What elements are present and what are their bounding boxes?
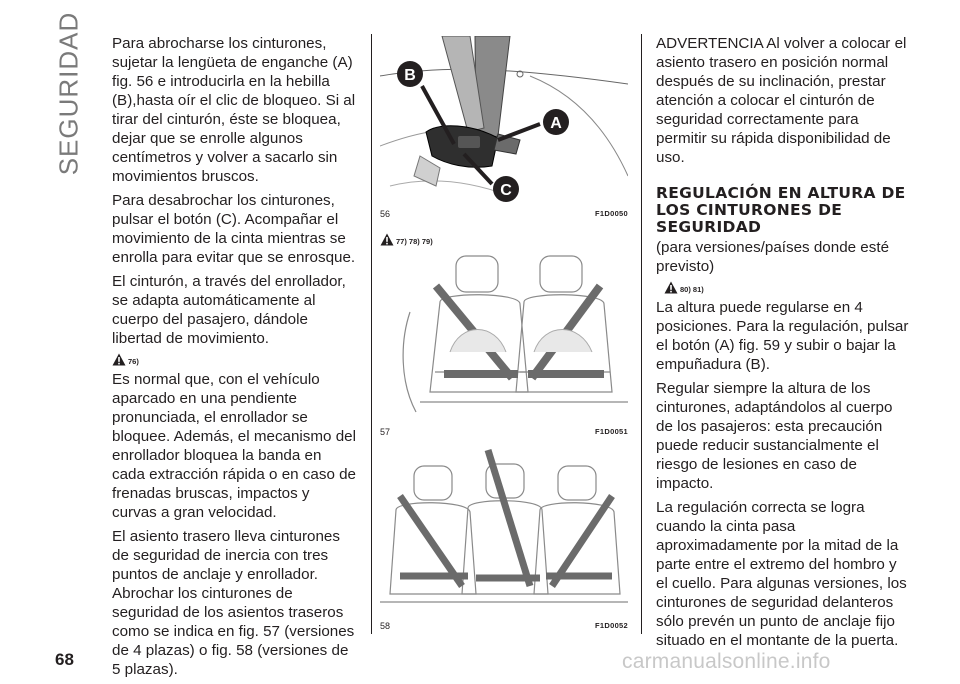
svg-text:B: B	[404, 67, 416, 84]
figure-number: 58	[380, 621, 391, 631]
warning-refs: 80) 81)	[680, 285, 704, 294]
section-heading: REGULACIÓN EN ALTURA DE LOS CINTURONES DE SEGURIDAD	[656, 184, 906, 236]
section-tab	[53, 11, 84, 175]
label-c	[493, 176, 519, 202]
rear-seats-5-illustration	[380, 446, 628, 614]
warning-reference	[664, 278, 912, 294]
left-column	[112, 34, 358, 684]
warning-reference	[112, 350, 358, 366]
page-number: 68	[55, 650, 74, 669]
paragraph: Es normal que, con el vehículo aparcado en una pendiente pronunciada, el enrollador se bloquee. Además, el mecanismo del enrollador bloquea la banda en cada extracción rápida o en caso de frenadas bruscas, impactos y curvas a gran velocidad.	[112, 371, 357, 521]
svg-text:A: A	[550, 115, 562, 132]
paragraph: La regulación correcta se logra cuando la cinta pasa aproximadamente por la mitad de la parte entre el extremo del hombro y el cuello. Para algunas versiones, los cinturones de seguridad delanteros sólo prevén un punto de anclaje fijo situado en el montante de la puerta.	[656, 499, 907, 649]
paragraph: Para desabrochar los cinturones, pulsar el botón (C). Acompañar el movimiento de la cinta mientras se enrolla para evitar que se enrosque.	[112, 192, 356, 266]
paragraph: ADVERTENCIA Al volver a colocar el asiento trasero en posición normal después de su inclinación, prestar atención a colocar el cinturón de seguridad correctamente para permitir su rápida disponibilidad de uso.	[656, 35, 907, 166]
label-a	[543, 109, 569, 135]
figure-caption	[380, 621, 628, 631]
figure-caption	[380, 427, 628, 437]
figure-number: 57	[380, 427, 391, 437]
watermark: carmanualsonline.info	[622, 650, 831, 673]
warning-refs: 76)	[128, 357, 139, 366]
figure-code: F1D0051	[595, 427, 628, 436]
paragraph: La altura puede regularse en 4 posiciones. Para la regulación, pulsar el botón (A) fig. 59 y subir o bajar la empuñadura (B).	[656, 299, 909, 373]
paragraph: Para abrocharse los cinturones, sujetar la lengüeta de enganche (A) fig. 56 e introducirla en la hebilla (B),hasta oír el clic de bloqueo. Si al tirar del cinturón, éste se bloquea, dejar que se enrolle algunos centímetros y volver a sacarlo sin movimientos bruscos.	[112, 35, 356, 185]
warning-triangle-icon	[112, 353, 126, 366]
figure-code: F1D0052	[595, 621, 628, 630]
svg-text:C: C	[500, 182, 512, 199]
figure-58	[380, 446, 628, 631]
paragraph: Regular siempre la altura de los cinturones, adaptándolos al cuerpo de los pasajeros: esta precaución puede reducir sustancialmente el riesgo de lesiones en caso de impacto.	[656, 380, 893, 492]
figure-57	[380, 252, 628, 437]
figure-number: 56	[380, 209, 391, 219]
warning-triangle-icon	[380, 233, 394, 246]
column-divider-left	[371, 34, 372, 634]
right-column	[656, 34, 912, 655]
figure-56	[380, 36, 628, 219]
buckle-illustration	[380, 36, 628, 202]
rear-seats-4-illustration	[380, 252, 628, 420]
figure-caption	[380, 209, 628, 219]
label-b	[397, 61, 423, 87]
warning-refs: 77) 78) 79)	[396, 237, 433, 246]
figure-warning-reference	[380, 233, 433, 246]
column-divider-right	[641, 34, 642, 634]
subheading: (para versiones/países donde esté previsto)	[656, 239, 890, 275]
paragraph: El asiento trasero lleva cinturones de seguridad de inercia con tres puntos de anclaje y enrollador. Abrochar los cinturones de seguridad de los asientos traseros como se indica en fig. 57 (versiones de 4 plazas) o fig. 58 (versiones de 5 plazas).	[112, 528, 355, 678]
warning-triangle-icon	[664, 281, 678, 294]
section-title: SEGURIDAD	[53, 11, 84, 175]
figure-code: F1D0050	[595, 209, 628, 218]
paragraph: El cinturón, a través del enrollador, se adapta automáticamente al cuerpo del pasajero, dándole libertad de movimiento.	[112, 273, 346, 347]
